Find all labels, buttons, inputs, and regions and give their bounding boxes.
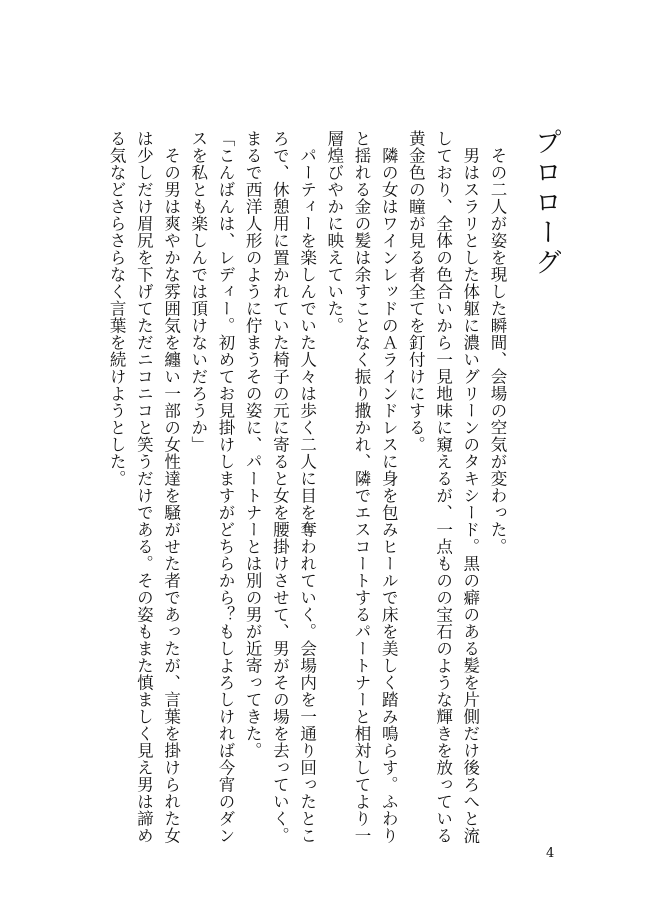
text-line: 隣の女はワインレッドのＡラインドレスに身を包みヒールで床を美しく踏み鳴らす。ふわり <box>379 146 399 844</box>
text-line: ろで、休憩用に置かれていた椅子の元に寄ると女を腰掛けさせて、男がその場を去っていく。 <box>270 130 290 844</box>
text-line: まるで西洋人形のように佇まうその姿に、パートナーとは別の男が近寄ってきた。 <box>243 130 263 759</box>
text-line: る気などさらさらなく言葉を続けようとした。 <box>107 130 127 487</box>
text-line: は少しだけ眉尻を下げてただニコニコと笑うだけである。その姿もまた慎ましく見え男は諦め <box>134 130 154 844</box>
page-number: 4 <box>546 846 555 861</box>
text-line: しており、全体の色合いから一見地味に窺えるが、一点ものの宝石のような輝きを放っている <box>433 130 453 844</box>
text-line: その二人が姿を現した瞬間、会場の空気が変わった。 <box>488 146 507 555</box>
text-line: 男はスラリとした体躯に濃いグリーンのタキシード。黒の癖のある髪を片側だけ後ろへと流 <box>460 146 480 844</box>
text-line: 層煌びやかに映えていた。 <box>324 130 344 334</box>
text-line: パーティーを楽しんでいた人々は歩く二人に目を奪われていく。会場内を一通り回ったとこ <box>297 146 317 844</box>
text-line: スを私とも楽しんでは頂けないだろうか」 <box>188 130 208 453</box>
chapter-title: プロローグ <box>530 128 561 278</box>
text-line: と揺れる金の髪は余すことなく振り撒かれ、隣でエスコートするパートナーと相対してより一 <box>351 130 371 844</box>
text-line: その男は爽やかな雰囲気を纏い一部の女性達を騒がせた者であったが、言葉を掛けられた女 <box>161 146 181 844</box>
text-line: 「こんばんは、レディー。初めてお見掛けしますがどちらから？もしよろしければ今宵のダン <box>215 130 235 844</box>
body-text <box>103 130 511 844</box>
text-line: 黄金色の瞳が見る者全てを釘付けにする。 <box>406 130 426 453</box>
